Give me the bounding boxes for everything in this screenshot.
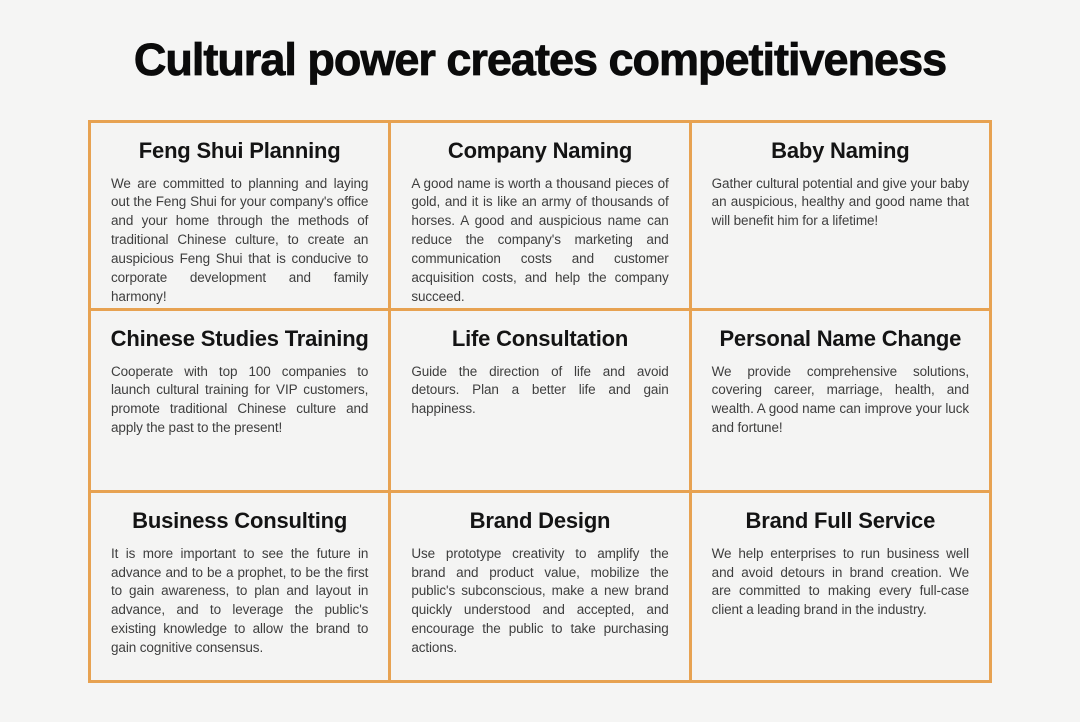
card-body: We are committed to planning and laying out the Feng Shui for your company's office and your home through the methods of traditional Chinese culture, to create an auspicious Feng Shui that is conducive to corporate development and family harmony! (111, 175, 369, 304)
service-card-baby-naming (692, 123, 989, 308)
card-body: Use prototype creativity to amplify the brand and product value, mobilize the public's subconscious, make a new brand quickly understood and accepted, and encourage the public to take purchasing actions. (411, 545, 669, 656)
service-card-company-naming (391, 123, 688, 308)
card-body: Cooperate with top 100 companies to launch cultural training for VIP customers, promote traditional Chinese culture and apply the past to the present! (111, 363, 369, 436)
service-card-life-consultation (391, 311, 688, 490)
card-body: Gather cultural potential and give your baby an auspicious, healthy and good name that will benefit him for a lifetime! (711, 175, 969, 229)
service-card-chinese-studies-training (91, 311, 388, 490)
service-card-personal-name-change (692, 311, 989, 490)
card-title: Business Consulting (132, 508, 348, 534)
card-body: We help enterprises to run business well and avoid detours in brand creation. We are committed to making every full-case client a leading brand in the industry. (711, 545, 969, 618)
card-title: Company Naming (447, 138, 633, 163)
service-card-brand-full-service (692, 493, 989, 680)
card-title: Chinese Studies Training (110, 325, 369, 351)
card-title: Life Consultation (451, 325, 629, 351)
card-title: Brand Full Service (745, 508, 936, 534)
card-title: Feng Shui Planning (138, 138, 341, 163)
page-title: Cultural power creates competitiveness (133, 34, 947, 85)
card-body: We provide comprehensive solutions, covering career, marriage, health, and wealth. A good name can improve your luck and fortune! (711, 363, 969, 436)
service-card-brand-design (391, 493, 688, 680)
card-title: Personal Name Change (719, 325, 962, 351)
card-title: Baby Naming (771, 138, 910, 163)
card-title: Brand Design (469, 508, 611, 534)
services-grid (88, 120, 992, 683)
card-body: It is more important to see the future in advance and to be a prophet, to be the first to gain awareness, to plan and layout in advance, and to leverage the public's existing knowledge to allow the brand to gain cognitive consensus. (111, 545, 369, 656)
card-body: Guide the direction of life and avoid detours. Plan a better life and gain happiness. (411, 363, 669, 417)
service-card-business-consulting (91, 493, 388, 680)
service-card-feng-shui-planning (91, 123, 388, 308)
card-body: A good name is worth a thousand pieces of gold, and it is like an army of thousands of horses. A good and auspicious name can reduce the company's marketing and communication costs and customer acquisition costs, and help the company succeed. (411, 175, 669, 304)
